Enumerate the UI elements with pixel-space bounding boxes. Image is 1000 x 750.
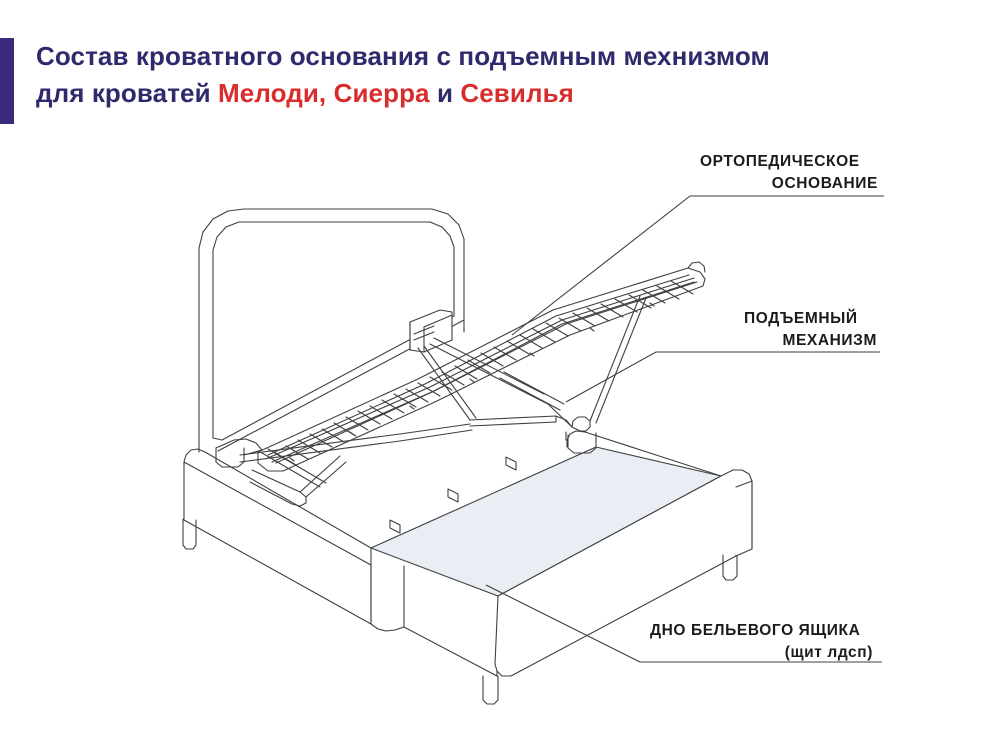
title-conjunction: и bbox=[429, 78, 461, 108]
callout-storage-bottom bbox=[650, 620, 873, 664]
leader-lift bbox=[566, 352, 880, 402]
callout-lift-mechanism bbox=[744, 308, 877, 352]
title-line-1: Состав кроватного основания с подъемным мехнизмом bbox=[36, 41, 770, 71]
model-sevilya: Севилья bbox=[460, 78, 574, 108]
callout-bottom-line1: ДНО БЕЛЬЕВОГО ЯЩИКА bbox=[650, 622, 861, 639]
callout-orthopedic-line2: ОСНОВАНИЕ bbox=[771, 175, 878, 192]
callout-bottom-line2: (щит лдсп) bbox=[784, 644, 873, 661]
callout-orthopedic-base bbox=[700, 151, 878, 195]
model-melodi: Мелоди, bbox=[218, 78, 327, 108]
callout-orthopedic-line1: ОРТОПЕДИЧЕСКОЕ bbox=[700, 153, 860, 170]
callout-lift-line2: МЕХАНИЗМ bbox=[782, 332, 877, 349]
title-prefix: для кроватей bbox=[36, 78, 218, 108]
model-sierra: Сиерра bbox=[326, 78, 430, 108]
callout-lift-line1: ПОДЪЕМНЫЙ bbox=[744, 310, 858, 327]
